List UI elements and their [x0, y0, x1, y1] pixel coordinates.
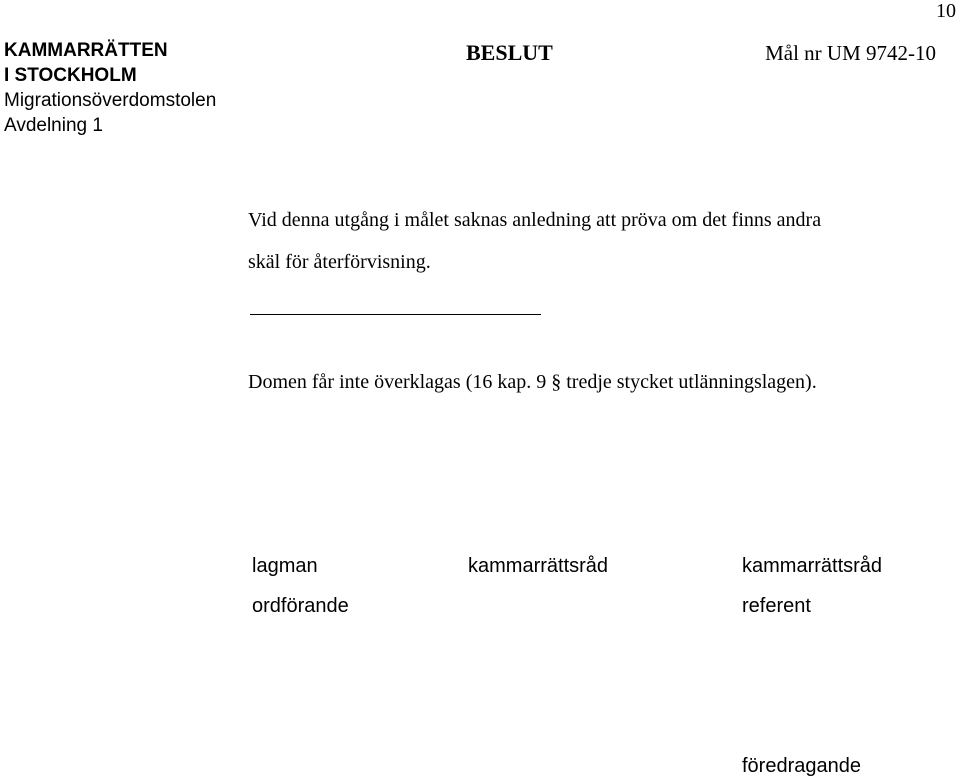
- signature-lagman-title: lagman: [252, 555, 318, 577]
- court-name-line1: KAMMARRÄTTEN: [4, 40, 168, 61]
- case-number: Mål nr UM 9742-10: [765, 41, 936, 65]
- paragraph-line2: skäl för återförvisning.: [248, 251, 431, 273]
- appeal-notice: Domen får inte överklagas (16 kap. 9 § tredje stycket utlänningslagen).: [248, 371, 817, 393]
- signature-foredragande: föredragande: [742, 755, 861, 777]
- court-name-line2: I STOCKHOLM: [4, 65, 137, 86]
- page-number: 10: [936, 0, 956, 22]
- separator-line: [250, 314, 541, 315]
- signature-referent-role: referent: [742, 595, 811, 617]
- document-type: BESLUT: [466, 40, 553, 65]
- court-division: Migrationsöverdomstolen: [4, 90, 217, 111]
- signature-lagman-role: ordförande: [252, 595, 349, 617]
- signature-kammarrattsrad-1: kammarrättsråd: [468, 555, 609, 577]
- signature-kammarrattsrad-2: kammarrättsråd: [742, 555, 883, 577]
- court-section: Avdelning 1: [4, 115, 103, 136]
- paragraph-line1: Vid denna utgång i målet saknas anledning att pröva om det finns andra: [248, 209, 822, 231]
